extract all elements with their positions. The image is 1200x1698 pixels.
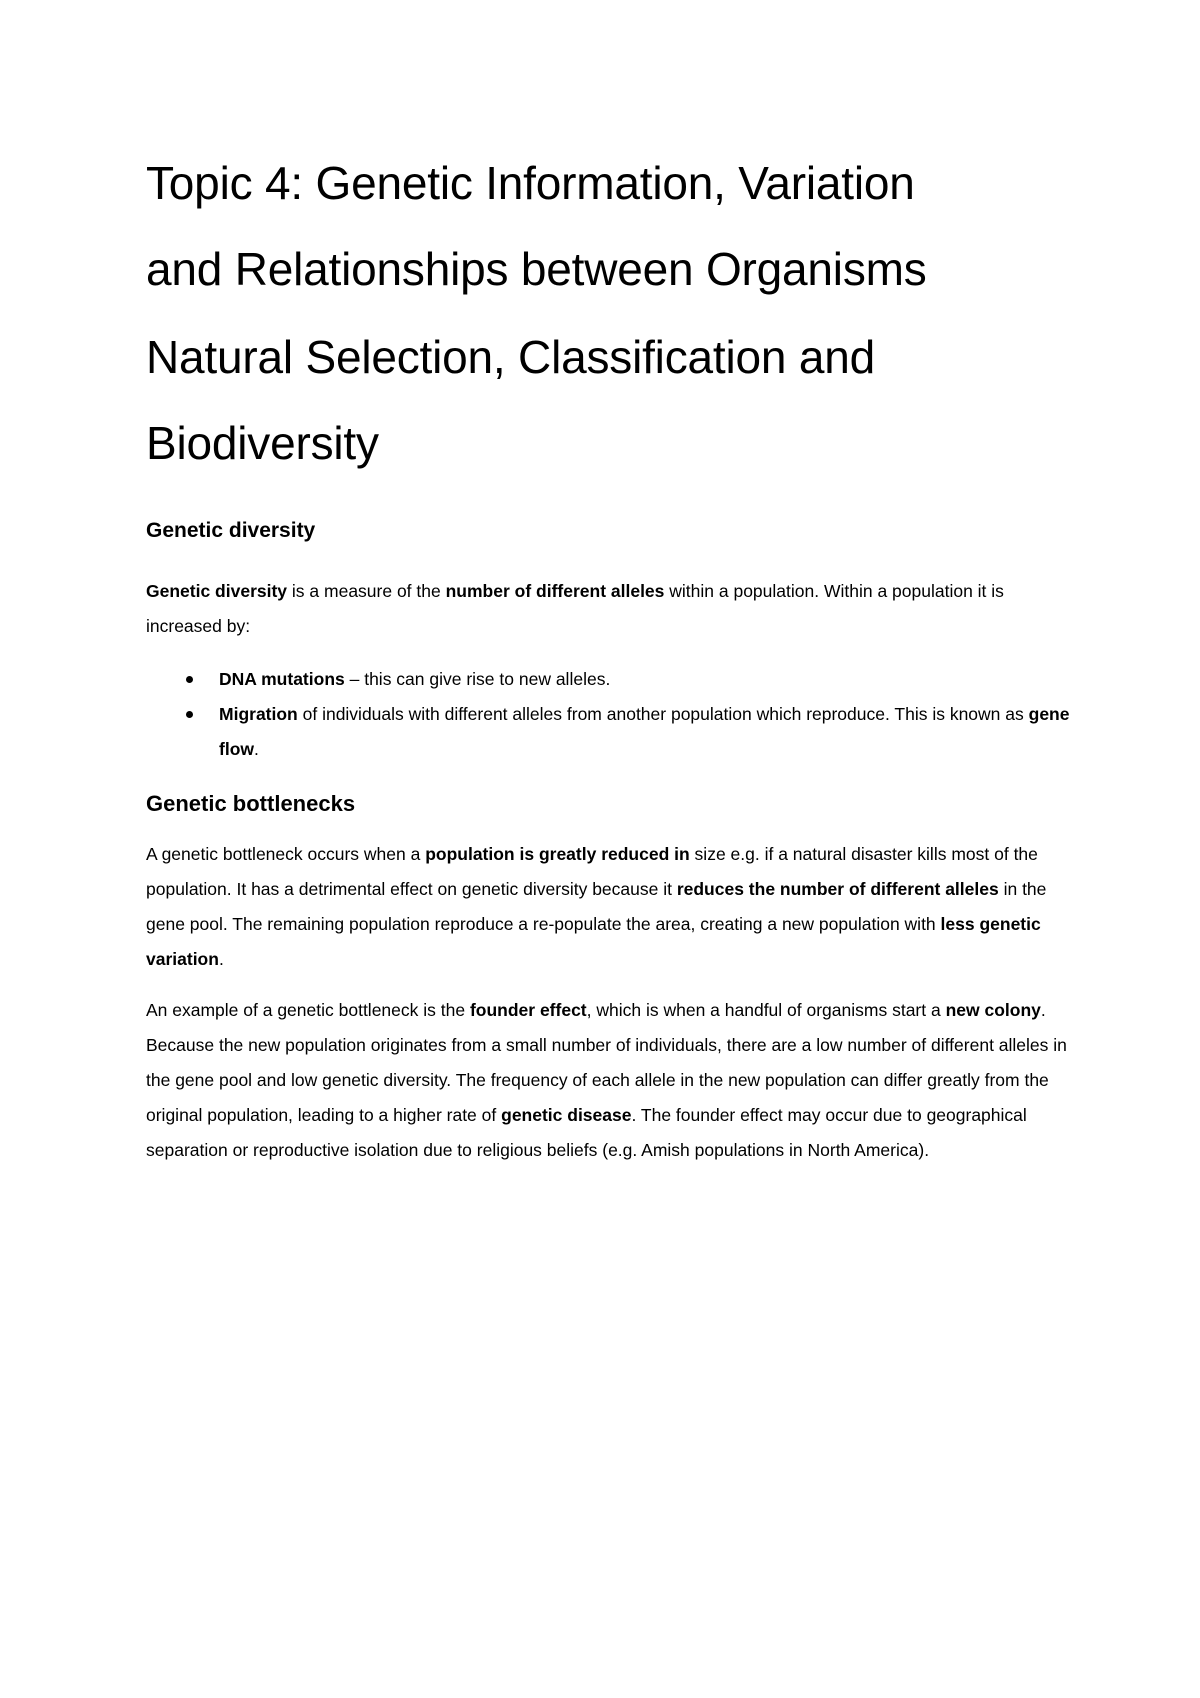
paragraph-genetic-diversity bbox=[146, 574, 1076, 644]
bold-term: reduces the number of different alleles bbox=[676, 879, 999, 899]
bold-term: less genetic variation bbox=[146, 914, 1041, 969]
bold-term: founder effect bbox=[469, 1000, 587, 1020]
text-run: of individuals with different alleles from another population which reproduce. This is known as bbox=[297, 704, 1029, 724]
paragraph-bottleneck bbox=[146, 837, 1076, 977]
page-title-line-2: and Relationships between Organisms bbox=[146, 243, 927, 295]
heading-genetic-diversity: Genetic diversity bbox=[146, 519, 316, 542]
text-run: size e.g. if a natural disaster kills most of the population. It has a detrimental effect on genetic diversity because it bbox=[146, 844, 1038, 899]
page-title-line-1: Topic 4: Genetic Information, Variation bbox=[146, 157, 915, 209]
page-subtitle-line-2: Biodiversity bbox=[146, 417, 379, 469]
paragraph-founder-effect bbox=[146, 993, 1076, 1168]
text-run: . bbox=[218, 949, 224, 969]
bullet-list bbox=[146, 662, 1076, 767]
bold-term: number of different alleles bbox=[445, 581, 665, 601]
text-run: An example of a genetic bottleneck is the bbox=[146, 1000, 470, 1020]
list-item bbox=[219, 697, 1076, 767]
bullet-dot-icon bbox=[186, 676, 193, 683]
text-run: in the gene pool. The remaining population reproduce a re-populate the area, creating a new population with bbox=[146, 879, 1047, 934]
bold-term: Migration bbox=[219, 704, 298, 724]
list-item-text bbox=[219, 669, 610, 689]
text-run: . bbox=[254, 739, 259, 759]
bold-term: genetic disease bbox=[501, 1105, 632, 1125]
text-run: , which is when a handful of organisms start a bbox=[586, 1000, 946, 1020]
bold-term: new colony bbox=[945, 1000, 1041, 1020]
heading-genetic-bottlenecks: Genetic bottlenecks bbox=[146, 791, 356, 816]
bullet-dot-icon bbox=[186, 711, 193, 718]
bold-term: Genetic diversity bbox=[146, 581, 288, 601]
bold-term: DNA mutations bbox=[219, 669, 345, 689]
document-page bbox=[146, 140, 1076, 1168]
list-item-text bbox=[219, 704, 1069, 759]
page-subtitle-line-1: Natural Selection, Classification and bbox=[146, 331, 875, 383]
list-item bbox=[219, 662, 1076, 697]
text-run: . The founder effect may occur due to geographical separation or reproductive isolation due to religious beliefs (e.g. Amish populations in North America). bbox=[146, 1105, 1027, 1160]
text-run: A genetic bottleneck occurs when a bbox=[146, 844, 426, 864]
bold-term: gene flow bbox=[219, 704, 1070, 759]
text-run: within a population. Within a population it is increased by: bbox=[146, 581, 1004, 636]
text-run: – this can give rise to new alleles. bbox=[344, 669, 611, 689]
bold-term: population is greatly reduced in bbox=[425, 844, 690, 864]
text-run: . Because the new population originates from a small number of individuals, there are a low number of different alleles in the gene pool and low genetic diversity. The frequency of each allele in the new population can differ greatly from the original population, leading to a higher rate of bbox=[146, 1000, 1067, 1125]
text-run: is a measure of the bbox=[287, 581, 446, 601]
